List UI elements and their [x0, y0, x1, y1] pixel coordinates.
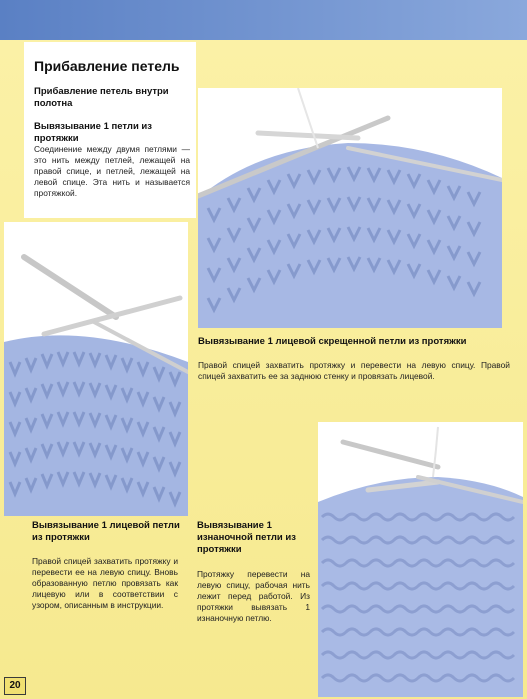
section2-body: Правой спицей захватить протяжку и перевести на левую спицу. Правой спицей захватить ее за заднюю стенку и провязать лицевой.	[198, 360, 510, 381]
top-band	[0, 0, 527, 40]
section1-subtitle: Прибавление петель внутри полотна	[34, 86, 169, 109]
section3-heading: Вывязывание 1 лицевой петли из протяжки	[32, 520, 180, 543]
knitting-photo-left	[4, 222, 188, 516]
knitting-photo-bottom-right	[318, 422, 523, 697]
section3-body: Правой спицей захватить протяжку и перевести ее на левую спицу. Вновь образованную петлю провязать как лицевую или в соответствии с узором, описанным в инструкции.	[32, 556, 178, 610]
knitting-photo-top-right	[198, 88, 502, 328]
page-title: Прибавление петель	[34, 58, 180, 74]
section1-heading: Вывязывание 1 петли из протяжки	[34, 121, 152, 144]
knit-swatch-twisted	[198, 88, 502, 328]
knit-swatch-purl	[318, 422, 523, 697]
section1-body: Соединение между двумя петлями — это нить между петлей, лежащей на правой спице, и петлей, лежащей на левой спице. Эта нить и называется протяжкой.	[34, 144, 190, 198]
section4-heading: Вывязывание 1 изнаночной петли из протяжки	[197, 520, 296, 555]
knit-swatch-knit	[4, 222, 188, 516]
section4-body: Протяжку перевести на левую спицу, рабочая нить лежит перед работой. Из протяжки вывязать 1 изнаночную петлю.	[197, 569, 310, 623]
section2-heading: Вывязывание 1 лицевой скрещенной петли из протяжки	[198, 336, 467, 347]
page-number: 20	[4, 677, 26, 695]
